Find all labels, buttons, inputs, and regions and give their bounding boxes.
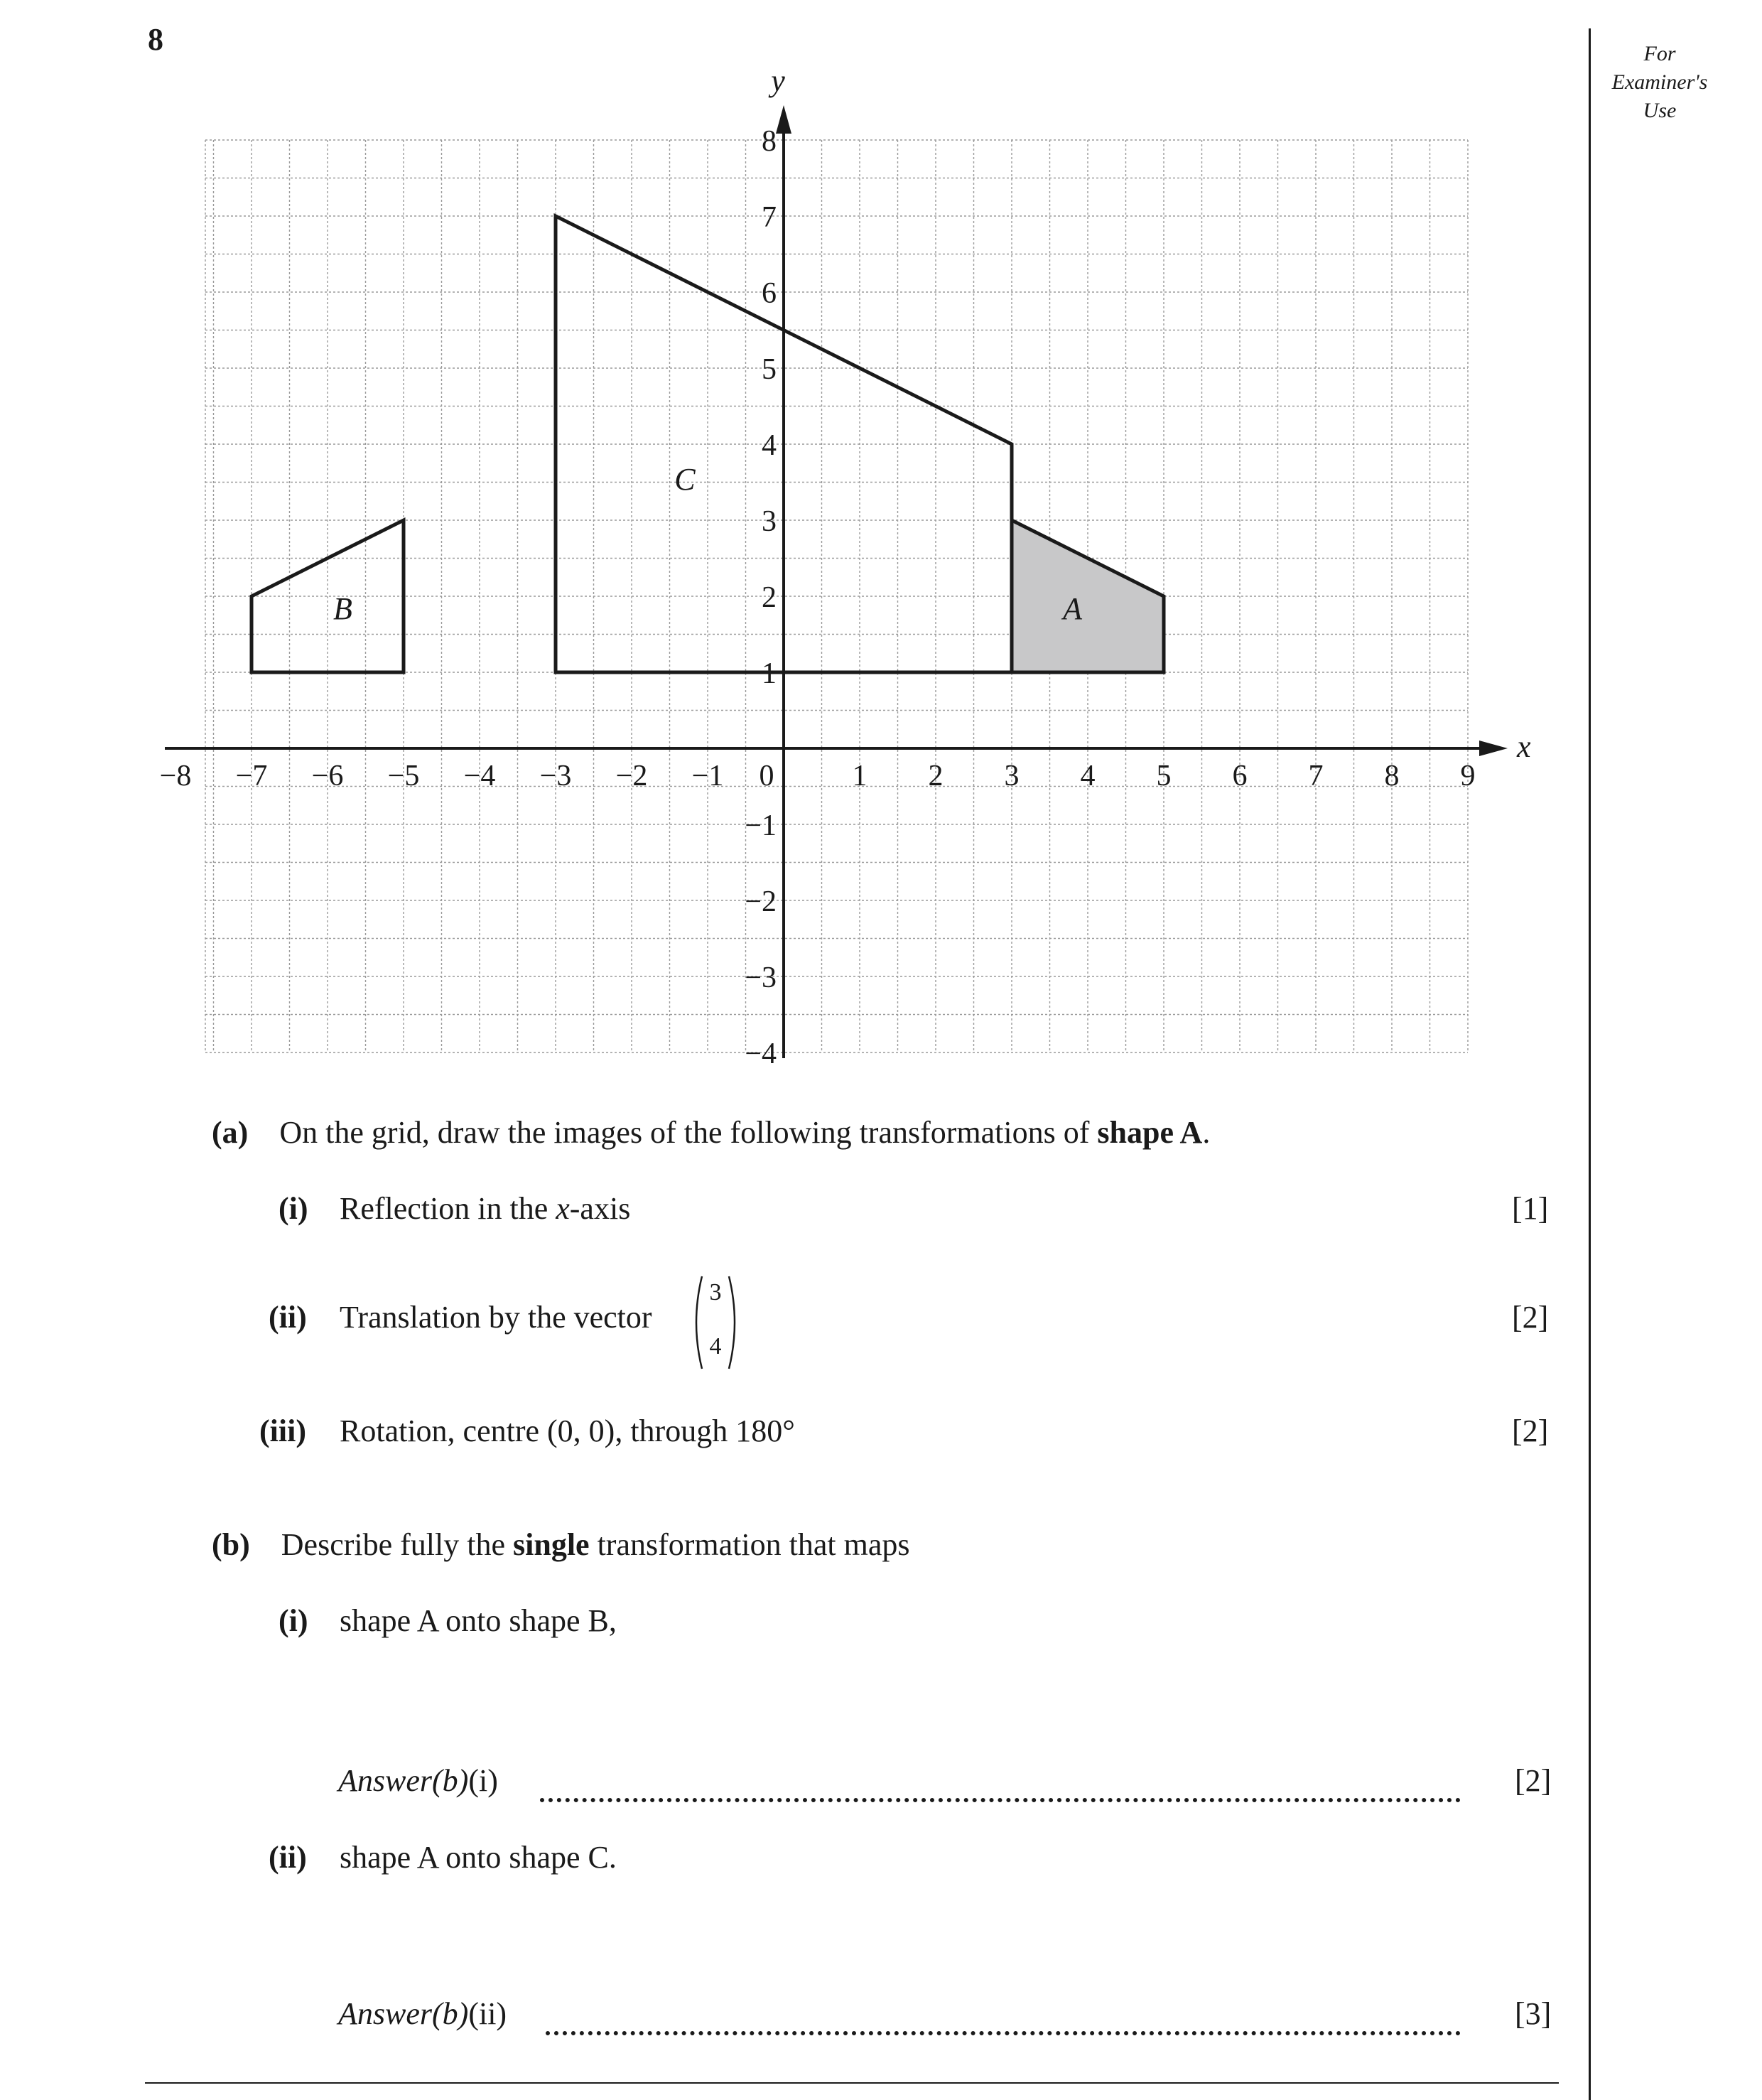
x-tick-label: 0 <box>759 760 774 792</box>
x-tick-label: −3 <box>539 760 572 792</box>
answer-b-ii-line[interactable] <box>546 2031 1461 2035</box>
part-b <box>212 1526 909 1563</box>
part-b-text-bold: single <box>513 1527 590 1562</box>
shape-a <box>1012 520 1164 672</box>
part-a-i-text-post: -axis <box>569 1191 631 1226</box>
answer-b-ii-label <box>338 1996 507 2032</box>
part-a-iii-mark: [2] <box>1512 1414 1549 1448</box>
y-tick-label: 4 <box>762 429 777 462</box>
part-a-ii-mark: [2] <box>1512 1300 1549 1335</box>
x-tick-label: 9 <box>1460 760 1476 792</box>
y-tick-label: −4 <box>745 1038 777 1070</box>
y-tick-label: 8 <box>762 125 777 158</box>
x-tick-label: −7 <box>235 760 268 792</box>
part-a-i-text-pre: Reflection in the <box>340 1191 556 1226</box>
answer-b-i-suffix: (i) <box>468 1763 498 1798</box>
part-a-i-text-italic: x <box>556 1191 570 1226</box>
part-b-ii-text: shape A onto shape C. <box>340 1840 617 1875</box>
x-tick-label: −6 <box>311 760 344 792</box>
x-tick-label: 4 <box>1080 760 1096 792</box>
part-b-i-label: (i) <box>279 1603 308 1638</box>
answer-b-i-line[interactable] <box>540 1798 1461 1802</box>
x-tick-label: 7 <box>1308 760 1324 792</box>
shape-label-b: B <box>333 591 352 627</box>
vector-top: 3 <box>709 1279 722 1305</box>
grid-lines <box>205 140 1468 1052</box>
y-tick-label: 2 <box>762 581 777 614</box>
x-tick-label: −5 <box>387 760 420 792</box>
part-b-text-post: transformation that maps <box>589 1527 910 1562</box>
y-tick-label: 6 <box>762 277 777 310</box>
x-tick-label: 5 <box>1156 760 1172 792</box>
y-tick-label: −2 <box>745 885 777 918</box>
y-tick-label: −3 <box>745 962 777 994</box>
vector-bottom: 4 <box>709 1333 722 1359</box>
part-b-i-mark: [2] <box>1515 1763 1552 1798</box>
y-tick-label: −1 <box>745 809 777 842</box>
answer-b-ii-prefix: Answer(b) <box>338 1996 469 2031</box>
shape-label-a: A <box>1063 591 1083 627</box>
part-a-i-mark: [1] <box>1512 1191 1549 1226</box>
x-tick-label: −2 <box>615 760 648 792</box>
part-a-i-text <box>340 1190 630 1227</box>
question-number: 8 <box>148 22 163 57</box>
part-a-iii-label: (iii) <box>259 1414 306 1448</box>
page-bottom-rule <box>145 2082 1559 2084</box>
part-a-text-bold: shape A <box>1097 1115 1203 1150</box>
x-tick-label: −8 <box>159 760 192 792</box>
part-a-i-label: (i) <box>279 1191 308 1226</box>
column-vector <box>689 1274 742 1372</box>
examiner-line-2: Examiner's <box>1611 70 1708 94</box>
x-tick-label: 1 <box>852 760 868 792</box>
examiner-line-3: Use <box>1643 99 1677 122</box>
x-axis-title: x <box>1517 729 1531 764</box>
x-tick-label: −4 <box>463 760 496 792</box>
part-b-ii-mark: [3] <box>1515 1996 1552 2031</box>
part-b-text-pre: Describe fully the <box>281 1527 513 1562</box>
x-tick-label: 8 <box>1384 760 1400 792</box>
x-axis-arrow <box>1479 741 1508 756</box>
y-axis-title: y <box>771 63 785 98</box>
shape-label-c: C <box>674 462 696 497</box>
part-a-iii-text: Rotation, centre (0, 0), through 180° <box>340 1414 795 1448</box>
part-a <box>212 1114 1210 1151</box>
y-tick-label: 7 <box>762 201 777 234</box>
x-tick-label: 3 <box>1004 760 1020 792</box>
y-tick-label: 3 <box>762 505 777 538</box>
part-b-i-text: shape A onto shape B, <box>340 1603 617 1638</box>
axes <box>165 105 1508 1058</box>
answer-b-i-label <box>338 1762 498 1799</box>
y-tick-label: 1 <box>762 657 777 690</box>
part-b-label: (b) <box>212 1527 250 1562</box>
y-axis-arrow <box>776 105 791 134</box>
examiner-line-1: For <box>1643 42 1676 65</box>
answer-b-ii-suffix: (ii) <box>468 1996 507 2031</box>
part-a-text-pre: On the grid, draw the images of the following transformations of <box>279 1115 1098 1150</box>
x-tick-label: 6 <box>1232 760 1248 792</box>
part-a-label: (a) <box>212 1115 249 1150</box>
part-a-ii-label: (ii) <box>269 1300 307 1335</box>
y-tick-label: 5 <box>762 353 777 386</box>
part-b-ii-label: (ii) <box>269 1840 307 1875</box>
part-a-ii-text: Translation by the vector <box>340 1300 652 1335</box>
answer-b-i-prefix: Answer(b) <box>338 1763 469 1798</box>
part-a-text-post: . <box>1202 1115 1211 1150</box>
x-tick-label: 2 <box>928 760 944 792</box>
x-tick-label: −1 <box>691 760 724 792</box>
